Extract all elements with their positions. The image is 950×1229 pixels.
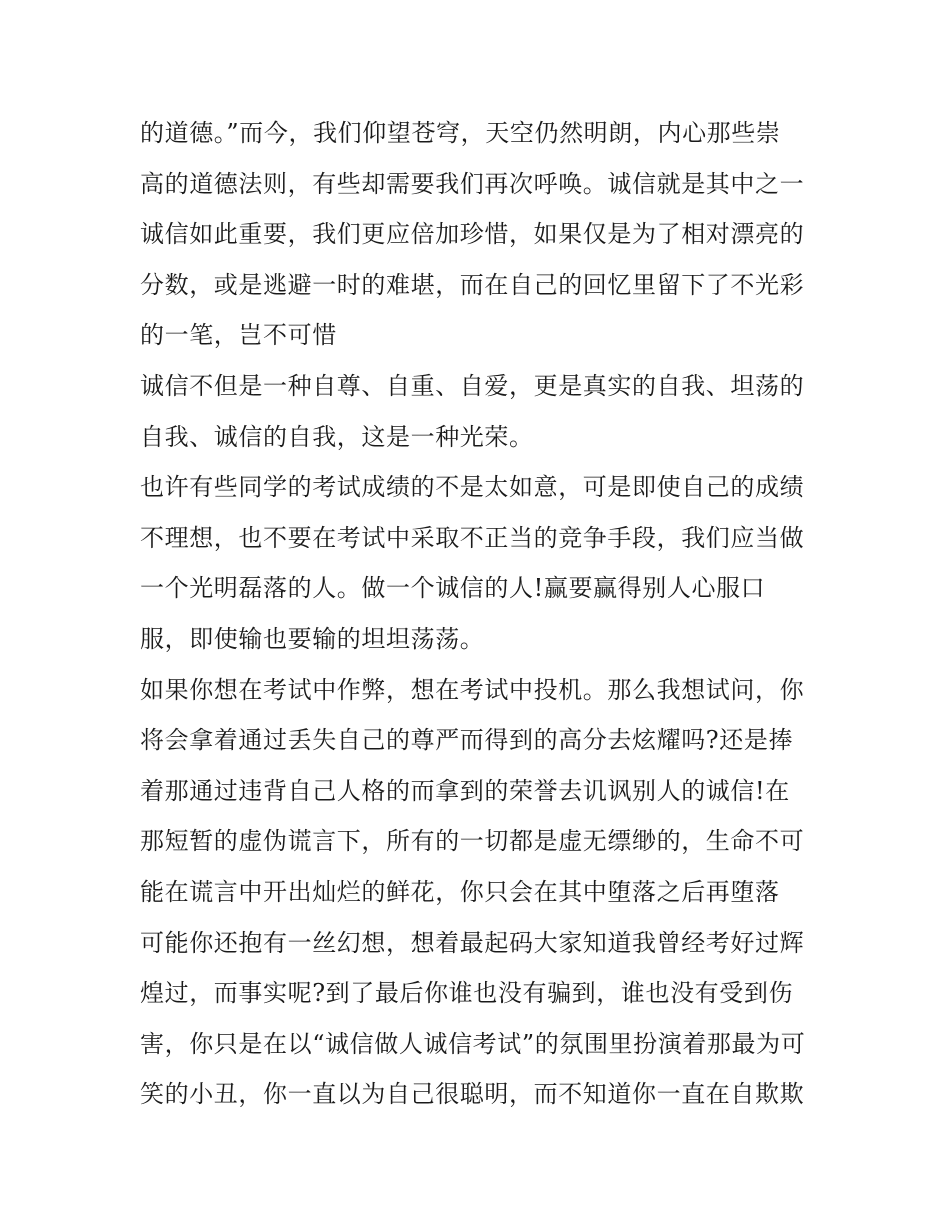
text-line: 自我、诚信的自我，这是一种光荣。 <box>140 422 534 451</box>
text-line: 不理想，也不要在考试中采取不正当的竞争手段，我们应当做 <box>140 523 805 552</box>
text-line: 的道德。”而今，我们仰望苍穹，天空仍然明朗，内心那些崇 <box>140 119 781 147</box>
text-line: 笑的小丑，你一直以为自己很聪明，而不知道你一直在自欺欺 <box>140 1080 805 1109</box>
text-line: 能在谎言中开出灿烂的鲜花，你只会在其中堕落之后再堕落 <box>140 877 780 906</box>
text-line: 害，你只是在以“诚信做人诚信考试”的氛围里扮演着那最为可 <box>140 1029 806 1058</box>
text-line: 那短暂的虚伪谎言下，所有的一切都是虚无缥缈的，生命不可 <box>140 827 805 856</box>
text-line: 着那通过违背自己人格的而拿到的荣誉去讥讽别人的诚信!在 <box>140 776 790 805</box>
text-line: 煌过，而事实呢?到了最后你谁也没有骗到，谁也没有受到伤 <box>140 979 794 1008</box>
text-line: 如果你想在考试中作弊，想在考试中投机。那么我想试问，你 <box>140 675 805 704</box>
text-line: 可能你还抱有一丝幻想，想着最起码大家知道我曾经考好过辉 <box>140 928 805 957</box>
text-line: 诚信不但是一种自尊、自重、自爱，更是真实的自我、坦荡的 <box>140 371 805 400</box>
text-line: 服，即使输也要输的坦坦荡荡。 <box>140 624 485 653</box>
text-line: 也许有些同学的考试成绩的不是太如意，可是即使自己的成绩 <box>140 473 805 502</box>
text-line: 的一笔，岂不可惜 <box>140 321 337 350</box>
text-line: 高的道德法则，有些却需要我们再次呼唤。诚信就是其中之一 <box>140 169 805 198</box>
text-line: 将会拿着通过丢失自己的尊严而得到的高分去炫耀吗?还是捧 <box>140 726 794 755</box>
text-line: 分数，或是逃避一时的难堪，而在自己的回忆里留下了不光彩 <box>140 270 805 299</box>
document-body <box>140 108 820 1120</box>
text-line: 一个光明磊落的人。做一个诚信的人!赢要赢得别人心服口 <box>140 574 766 603</box>
text-line: 诚信如此重要，我们更应倍加珍惜，如果仅是为了相对漂亮的 <box>140 220 805 249</box>
